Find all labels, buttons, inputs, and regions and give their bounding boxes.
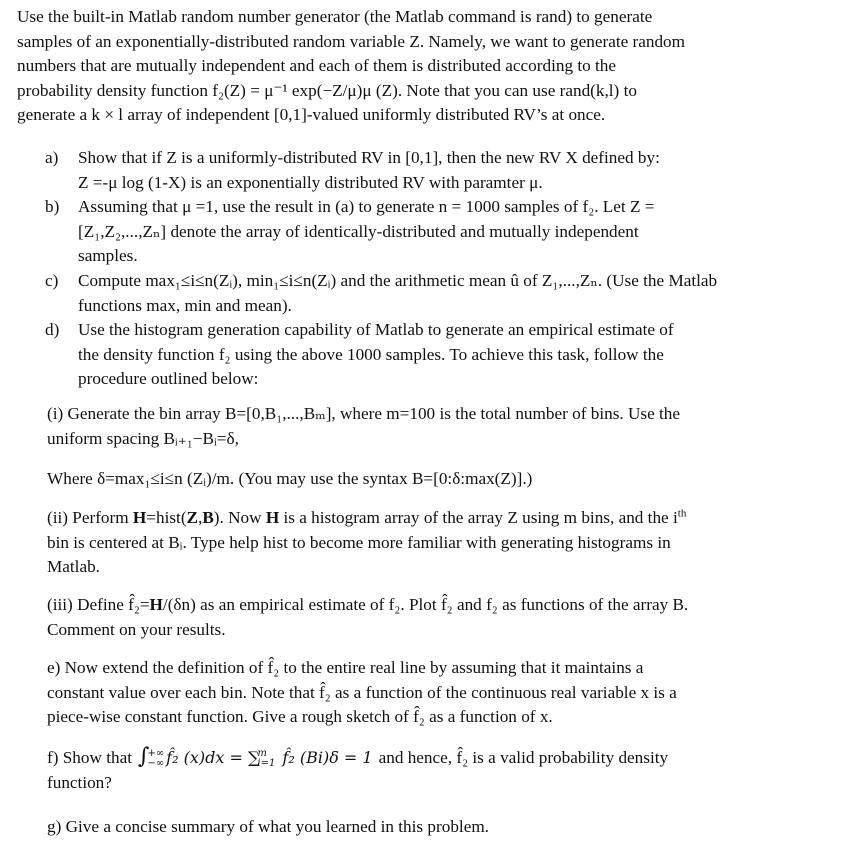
part-e bbox=[47, 656, 837, 730]
item-c bbox=[45, 269, 845, 318]
item-text: [Z₁,Z₂,...,Zₙ] denote the array of identically-distributed and mutually independent bbox=[78, 221, 639, 241]
item-text: Use the histogram generation capability of Matlab to generate an empirical estimate of bbox=[78, 320, 674, 340]
step-text: piece-wise constant function. Give a rough sketch of f̂₂ as a function of x. bbox=[47, 707, 553, 727]
step-text: Where δ=max₁≤i≤n (Zᵢ)/m. (You may use the syntax B=[0:δ:max(Z)].) bbox=[47, 469, 533, 488]
step-text: Matlab. bbox=[47, 557, 100, 577]
step-text: g) Give a concise summary of what you learned in this problem. bbox=[47, 817, 489, 836]
step-text: bin is centered at Bᵢ. Type help hist to become more familiar with generating histograms in bbox=[47, 532, 671, 552]
step-i bbox=[47, 402, 837, 451]
item-text: procedure outlined below: bbox=[78, 369, 259, 389]
item-text: Z =-μ log (1-X) is an exponentially distributed RV with paramter μ. bbox=[78, 172, 543, 192]
intro-paragraph bbox=[17, 5, 847, 128]
question-list bbox=[45, 146, 845, 392]
item-text: Show that if Z is a uniformly-distributed RV in [0,1], then the new RV X defined by: bbox=[78, 148, 660, 167]
item-text: samples. bbox=[78, 246, 138, 266]
step-text: Comment on your results. bbox=[47, 619, 226, 639]
step-text: constant value over each bin. Note that f̂₂ as a function of the continuous real variable x is a bbox=[47, 682, 677, 702]
item-label: a) bbox=[45, 148, 59, 167]
step-text: (i) Generate the bin array B=[0,B₁,...,Bₘ], where m=100 is the total number of bins. Use the bbox=[47, 404, 681, 423]
step-ii bbox=[47, 506, 837, 580]
item-label: c) bbox=[45, 270, 59, 290]
item-label: d) bbox=[45, 320, 60, 340]
step-text: uniform spacing Bᵢ₊₁−Bᵢ=δ, bbox=[47, 428, 239, 448]
item-text: the density function f₂ using the above 1000 samples. To achieve this task, follow the bbox=[78, 344, 664, 364]
step-text: (iii) Define f̂₂=H/(δn) as an empirical estimate of f₂. Plot f̂₂ and f₂ as functions of the array B. bbox=[47, 595, 689, 614]
step-iii bbox=[47, 593, 837, 642]
item-d bbox=[45, 318, 845, 392]
part-f bbox=[47, 745, 837, 795]
part-g bbox=[47, 815, 837, 840]
intro-line: probability density function f₂(Z) = μ⁻¹ exp(−Z/μ)μ (Z). Note that you can use rand(k,l) to bbox=[17, 80, 637, 100]
item-text: Assuming that μ =1, use the result in (a) to generate n = 1000 samples of f₂. Let Z = bbox=[78, 197, 655, 217]
item-text: functions max, min and mean). bbox=[78, 295, 292, 315]
integral-expression: ∫ +∞ −∞ f̂₂ (x)dx = ∑ m i=1 f̂₂ (Bi)δ = 1 bbox=[137, 744, 373, 769]
intro-line: Use the built-in Matlab random number generator (the Matlab command is rand) to generate bbox=[17, 7, 653, 26]
integral-sign: ∫ bbox=[137, 744, 150, 769]
item-label: b) bbox=[45, 197, 60, 217]
intro-line: samples of an exponentially-distributed random variable Z. Namely, we want to generate random bbox=[17, 31, 686, 51]
step-text: function? bbox=[47, 772, 112, 792]
step-text: (ii) Perform H=hist(Z,B). Now H is a histogram array of the array Z using m bins, and the $i^{th}$ bbox=[47, 507, 687, 527]
integral-equation: f) Show that ∫ +∞ −∞ f̂₂ (x)dx = ∑ m i=1 f̂₂ (Bi)δ = 1 and hence, f̂₂ is a valid probability density bbox=[47, 744, 669, 769]
step-where bbox=[47, 467, 837, 492]
item-a bbox=[45, 146, 845, 195]
intro-line: numbers that are mutually independent and each of them is distributed according to the bbox=[17, 56, 616, 76]
item-text: Compute max₁≤i≤n(Zᵢ), min₁≤i≤n(Zᵢ) and the arithmetic mean û of Z₁,...,Zₙ. (Use the Matlab bbox=[78, 270, 718, 290]
item-b bbox=[45, 195, 845, 269]
step-text: e) Now extend the definition of f̂₂ to the entire real line by assuming that it maintains a bbox=[47, 658, 644, 677]
intro-line: generate a k × l array of independent [0,1]-valued uniformly distributed RV’s at once. bbox=[17, 105, 606, 125]
